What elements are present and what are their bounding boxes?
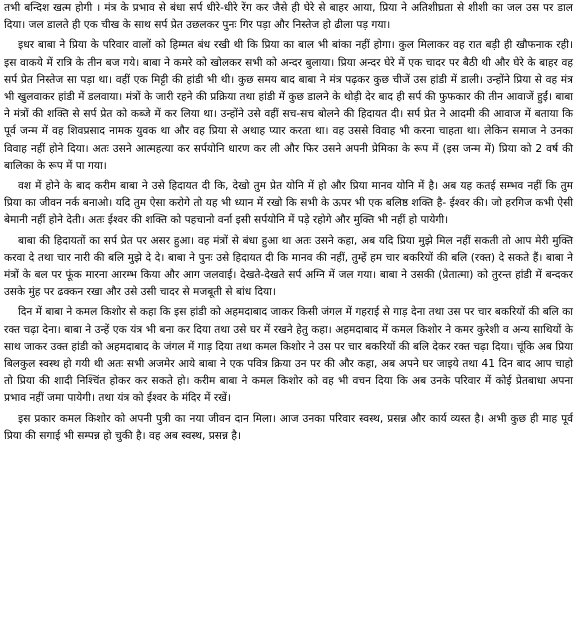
paragraph-2: इधर बाबा ने प्रिया के परिवार वालों को हिम्मत बंध रखी थी कि प्रिया का बाल भी बांका नहीं होगा। कुल मिलाकर वह रात बड़ी ही खौफनाक रही। इस वाकये में रात्रि के तीन बज गये। बाबा ने कमरे को खोलकर सभी को अन्दर बुलाया। प्रिया अन्दर घेरे में एक चादर पर बैठी थी और घेरे के बाहर वह सर्प प्रेत निस्तेज सा पड़ा था। वहीं एक मिट्टी की हांडी भी थी। कुछ समय बाद बाबा ने मंत्र पढ़कर कुछ चीजें उस हांडी में डाली। उन्होंने प्रिया से वह मंत्र भी खुलवाकर हांडी में डलवाया। मंत्रों के जारी रहने की प्रक्रिया तथा हांडी में कुछ डालने के थोड़ी देर बाद ही सर्प की फुफकार की तीन आवाजें हुईं। बाबा ने मंत्रों की शक्ति से सर्प प्रेत को कब्जे में कर लिया था। उन्होंने उसे वहीं सच-सच बोलने की हिदायत दी। सर्प प्रेत ने आदमी की आवाज में बताया कि पूर्व जन्म में वह शिवप्रसाद नामक युवक था और वह प्रिया से अथाह प्यार करता था। वह उससे विवाह भी करना चाहता था। लेकिन समाज ने उनका विवाह नहीं होने दिया। अतः उसने आत्महत्या कर सर्पयोनि धारण कर ली और फिर उसने अपनी प्रेमिका के रूप में (इस जन्म में) प्रिया को 2 वर्ष की बालिका के रूप में पा गया। xyxy=(4,39,573,172)
paragraph-1: तभी बन्दिश खत्म होगी । मंत्र के प्रभाव से बंधा सर्प धीरे-धीरे रेंग कर जैसे ही घेरे से बाहर आया, प्रिया ने अतिशीघ्रता से शीशी का जल उस पर डाल दिया। जल डालते ही एक चीख के साथ सर्प प्रेत उछलकर पुनः गिर पड़ा और निस्तेज हो ढीला पड़ गया। xyxy=(4,2,573,32)
document-page xyxy=(4,0,573,445)
paragraph-5: दिन में बाबा ने कमल किशोर से कहा कि इस हांडी को अहमदाबाद जाकर किसी जंगल में गहराई से गाड़ देना तथा उस पर चार बकरियों की बलि का रक्त चढ़ा देना। बाबा ने उन्हें एक यंत्र भी बना कर दिया तथा उसे घर में रखने हेतु कहा। अहमदाबाद में कमल किशोर ने कमर कुरेशी व अन्य साथियों के साथ जाकर उक्त हांडी को अहमदाबाद के जंगल में गाड़ दिया तथा कमल किशोर ने उस पर चार बकरियों की बलि देकर रक्त चढ़ा दिया। चूंकि अब प्रिया बिलकुल स्वस्थ हो गयी थी अतः सभी अजमेर आये बाबा ने एक पवित्र क्रिया उन पर की और कहा, अब अपने घर जाइये तथा 41 दिन बाद आप चाहो तो प्रिया की शादी निश्चिंत होकर कर सकते हो। करीम बाबा ने कमल किशोर को वह भी वचन दिया कि अब उनके परिवार में कोई प्रेतबाधा अपना प्रभाव नहीं जमा पायेगी। तथा यंत्र को ईश्वर के मंदिर में रखें। xyxy=(4,306,573,405)
paragraph-3: वश में होने के बाद करीम बाबा ने उसे हिदायत दी कि, देखो तुम प्रेत योनि में हो और प्रिया मानव योनि में है। अब यह कतई सम्भव नहीं कि तुम प्रिया का जीवन नर्क बनाओ। यदि तुम ऐसा करोगे तो यह भी ध्यान में रखो कि सभी के ऊपर भी एक बलिष्ठ शक्ति है- ईश्वर की। जो हरगिज कभी ऐसी बेमानी नहीं होने देती। अतः ईश्वर की शक्ति को पहचानो वर्ना इसी सर्पयोनि में पड़े रहोगे और मुक्ति भी नहीं हो पायेगी। xyxy=(4,180,573,227)
paragraph-4: बाबा की हिदायतों का सर्प प्रेत पर असर हुआ। वह मंत्रों से बंधा हुआ था अतः उसने कहा, अब यदि प्रिया मुझे मिल नहीं सकती तो आप मेरी मुक्ति करवा दे तथा चार नारी की बलि मुझे दे दे। बाबा ने पुनः उसे हिदायत दी कि मानव की नहीं, तुम्हें हम चार बकरियों की बलि (रक्त) दे सकते हैं। बाबा ने मंत्रों के बल पर फूंक मारना आरम्भ किया और आग जलवाई। देखते-देखते सर्प अग्नि में जल गया। बाबा ने उसकी (प्रेतात्मा) को तुरन्त हांडी में बन्दकर उसके मुंह पर ढक्कन रखा और उसे उसी चादर से मजबूती से बांध दिया। xyxy=(4,234,573,299)
paragraph-6: इस प्रकार कमल किशोर को अपनी पुत्री का नया जीवन दान मिला। आज उनका परिवार स्वस्थ, प्रसन्न और कार्य व्यस्त है। अभी कुछ ही माह पूर्व प्रिया की सगाई भी सम्पन्न हो चुकी है। वह अब स्वस्थ, प्रसन्न है। xyxy=(4,412,573,442)
